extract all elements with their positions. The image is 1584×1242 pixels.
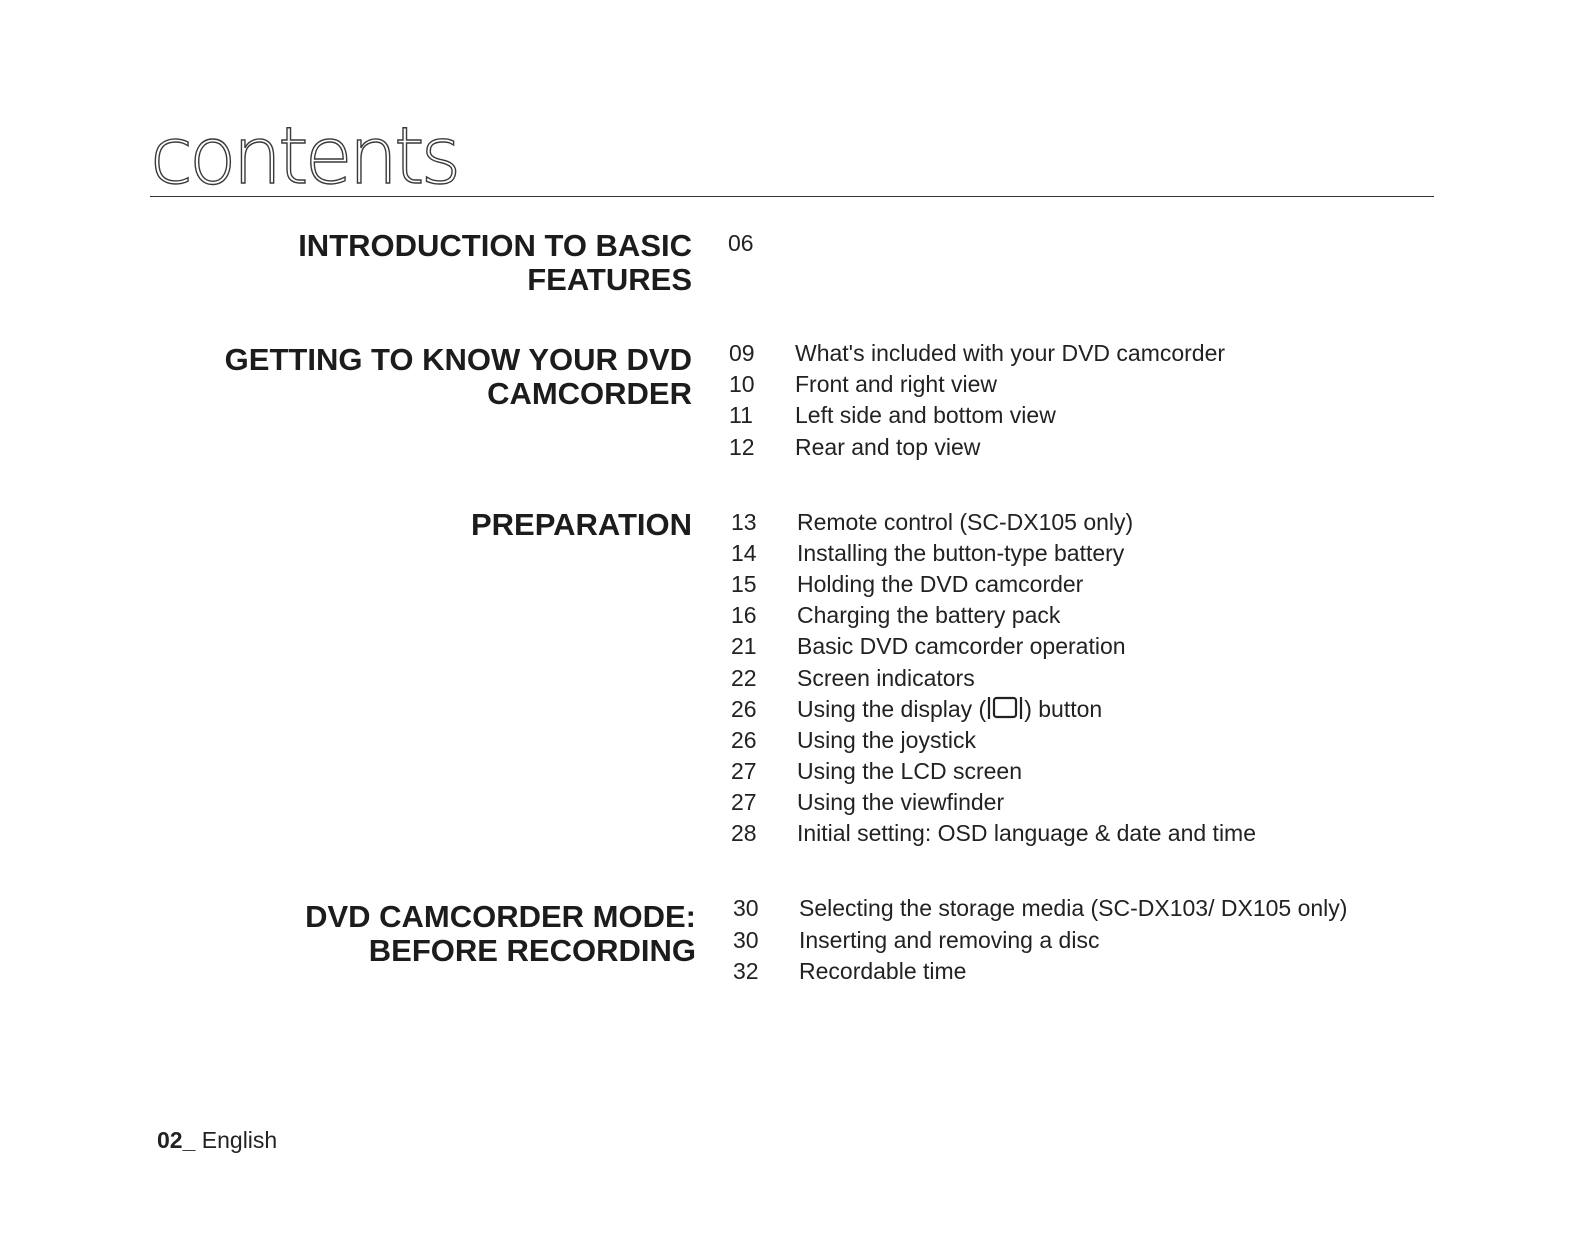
toc-page-number: 16 [731, 602, 757, 628]
toc-page-number: 27 [731, 758, 757, 784]
toc-entry-title: Selecting the storage media (SC-DX103/ DX105 only) [799, 895, 1348, 921]
toc-entry-title: Using the joystick [797, 727, 976, 753]
toc-entry-title: Holding the DVD camcorder [797, 571, 1084, 597]
footer-page-number: 02_ [157, 1127, 196, 1153]
toc-entry-title: Rear and top view [795, 434, 981, 460]
toc-page-number: 26 [731, 727, 757, 753]
section-heading-introduction [92, 229, 692, 297]
toc-page-number: 30 [733, 895, 759, 921]
toc-entry-title: Initial setting: OSD language & date and time [797, 820, 1257, 846]
toc-page-number: 28 [731, 820, 757, 846]
toc-entry[interactable] [729, 400, 1056, 430]
section-heading-before-recording [96, 900, 696, 968]
toc-entry-title: What's included with your DVD camcorder [795, 340, 1226, 366]
toc-entry[interactable] [731, 694, 1102, 724]
toc-entry[interactable] [733, 893, 1347, 923]
footer-language: English [195, 1127, 278, 1153]
toc-entry-title: Front and right view [795, 371, 997, 397]
toc-entry[interactable] [731, 756, 1022, 786]
toc-page-number: 09 [729, 340, 755, 366]
toc-entry[interactable] [731, 818, 1256, 848]
toc-page-number: 30 [733, 927, 759, 953]
display-icon [987, 695, 1023, 728]
toc-entry-title [797, 694, 1102, 728]
toc-entry-title: Inserting and removing a disc [799, 927, 1100, 953]
toc-entry[interactable] [731, 538, 1124, 568]
toc-entry[interactable] [729, 338, 1225, 368]
toc-entry-title: Left side and bottom view [795, 402, 1056, 428]
toc-entry[interactable] [731, 787, 1004, 817]
page-footer [157, 1127, 277, 1154]
toc-page-number: 15 [731, 571, 757, 597]
toc-entry[interactable] [731, 569, 1083, 599]
toc-entry-title: Screen indicators [797, 665, 975, 691]
toc-page-number: 22 [731, 665, 757, 691]
section-heading-line: CAMCORDER [487, 376, 692, 411]
toc-entry-title: Charging the battery pack [797, 602, 1061, 628]
toc-entry-title: Using the LCD screen [797, 758, 1022, 784]
toc-entry-title-after: ) button [1024, 696, 1103, 722]
toc-entry[interactable] [733, 925, 1099, 955]
toc-entry-title: Installing the button-type battery [797, 540, 1125, 566]
toc-entry[interactable] [731, 507, 1133, 537]
section-heading-line: FEATURES [527, 262, 692, 297]
toc-page-number: 21 [731, 633, 757, 659]
toc-entry[interactable] [731, 600, 1060, 630]
page-title: contents [150, 112, 458, 202]
toc-entry[interactable] [729, 432, 980, 462]
toc-page-number: 10 [729, 371, 755, 397]
toc-page-number: 06 [728, 230, 754, 256]
toc-page-number: 14 [731, 540, 757, 566]
toc-entry-title-before: Using the display ( [797, 696, 987, 722]
toc-entry-title: Recordable time [799, 958, 967, 984]
toc-entry[interactable] [731, 663, 975, 693]
section-heading-line: GETTING TO KNOW YOUR DVD [224, 342, 692, 377]
toc-page-number: 32 [733, 958, 759, 984]
toc-entry-title: Remote control (SC-DX105 only) [797, 509, 1134, 535]
toc-entry-title: Using the viewfinder [797, 789, 1005, 815]
toc-page-number: 26 [731, 696, 757, 722]
toc-page-number: 12 [729, 434, 755, 460]
title-rule [150, 196, 1434, 197]
toc-entry[interactable] [729, 369, 997, 399]
toc-entry[interactable] [731, 725, 976, 755]
section-heading-line: PREPARATION [470, 507, 692, 542]
toc-entry[interactable] [731, 631, 1126, 661]
toc-page-number: 11 [729, 402, 753, 428]
toc-entry[interactable] [733, 956, 966, 986]
toc-page-number: 27 [731, 789, 757, 815]
section-heading-getting-to-know [92, 343, 692, 411]
toc-entry[interactable] [728, 228, 794, 258]
toc-page-number: 13 [731, 509, 757, 535]
toc-entry-title: Basic DVD camcorder operation [797, 633, 1126, 659]
section-heading-line: DVD CAMCORDER MODE: [305, 899, 696, 934]
section-heading-line: BEFORE RECORDING [368, 933, 696, 968]
section-heading-preparation [92, 508, 692, 542]
section-heading-line: INTRODUCTION TO BASIC [298, 228, 692, 263]
